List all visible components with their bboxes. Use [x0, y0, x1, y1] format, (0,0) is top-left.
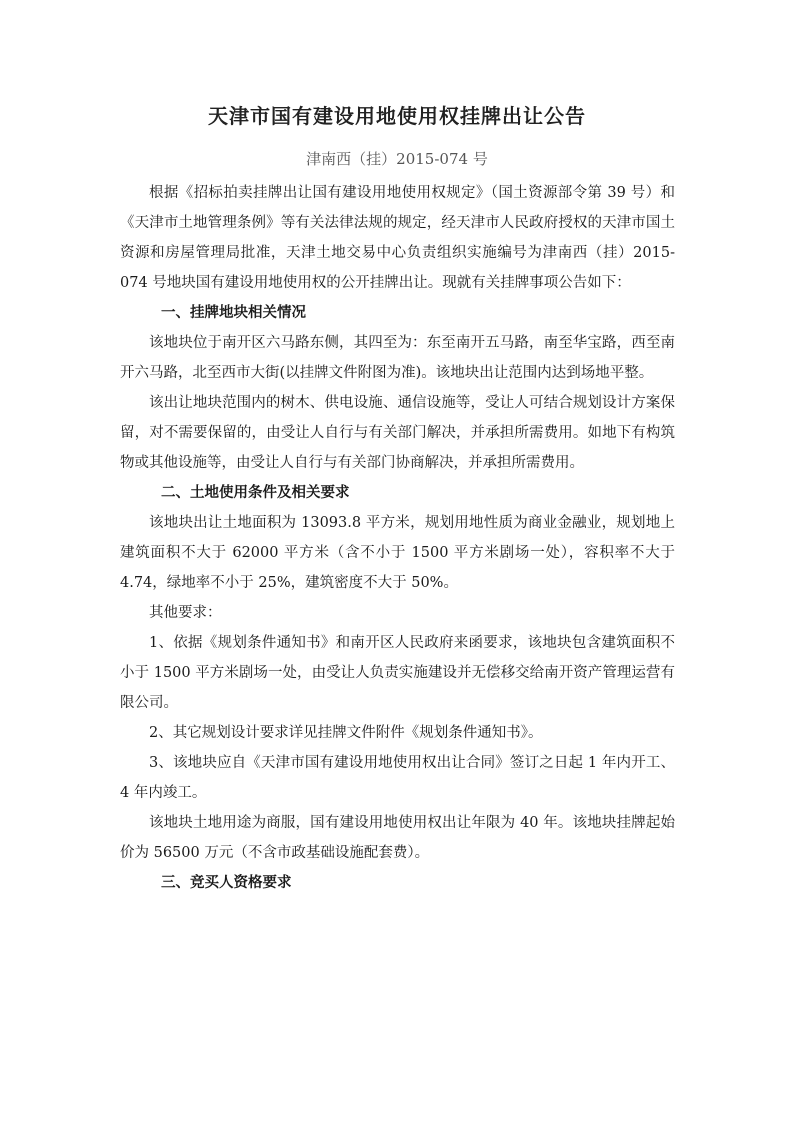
section-heading: 一、挂牌地块相关情况	[161, 305, 306, 321]
paragraph: 该出让地块范围内的树木、供电设施、通信设施等，受让人可结合规划设计方案保留，对不需要保留的，由受让人自行与有关部门解决，并承担所需费用。如地下有构筑物或其他设施等，由受让人自行与有关部门协商解决，并承担所需费用。	[120, 395, 675, 471]
paragraph: 该地块土地用途为商服，国有建设用地使用权出让年限为 40 年。该地块挂牌起始价为 56500 万元（不含市政基础设施配套费）。	[120, 815, 675, 861]
paragraph: 1、依据《规划条件通知书》和南开区人民政府来函要求，该地块包含建筑面积不小于 1500 平方米剧场一处，由受让人负责实施建设并无偿移交给南开资产管理运营有限公司。	[120, 635, 675, 711]
paragraph: 其他要求：	[149, 605, 222, 621]
document-title: 天津市国有建设用地使用权挂牌出让公告	[208, 104, 586, 128]
document-number: 津南西（挂）2015-074 号	[306, 150, 488, 168]
paragraph: 该地块位于南开区六马路东侧，其四至为：东至南开五马路，南至华宝路，西至南开六马路，北至西市大街(以挂牌文件附图为准)。该地块出让范围内达到场地平整。	[120, 335, 675, 381]
section-heading: 三、竞买人资格要求	[161, 875, 292, 891]
paragraph: 该地块出让土地面积为 13093.8 平方米，规划用地性质为商业金融业，规划地上建筑面积不大于 62000 平方米（含不小于 1500 平方米剧场一处），容积率不大于 4.74，绿地率不小于 25%，建筑密度不大于 50%。	[120, 515, 675, 591]
paragraph: 根据《招标拍卖挂牌出让国有建设用地使用权规定》（国土资源部令第 39 号）和《天津市土地管理条例》等有关法律法规的规定，经天津市人民政府授权的天津市国土资源和房屋管理局批准，天津土地交易中心负责组织实施编号为津南西（挂）2015-074 号地块国有建设用地使用权的公开挂牌出让。现就有关挂牌事项公告如下：	[120, 185, 675, 291]
paragraph: 3、该地块应自《天津市国有建设用地使用权出让合同》签订之日起 1 年内开工、4 年内竣工。	[120, 755, 675, 801]
section-heading: 二、土地使用条件及相关要求	[161, 485, 350, 501]
paragraph: 2、其它规划设计要求详见挂牌文件附件《规划条件通知书》。	[149, 725, 543, 741]
document-body	[120, 178, 675, 898]
